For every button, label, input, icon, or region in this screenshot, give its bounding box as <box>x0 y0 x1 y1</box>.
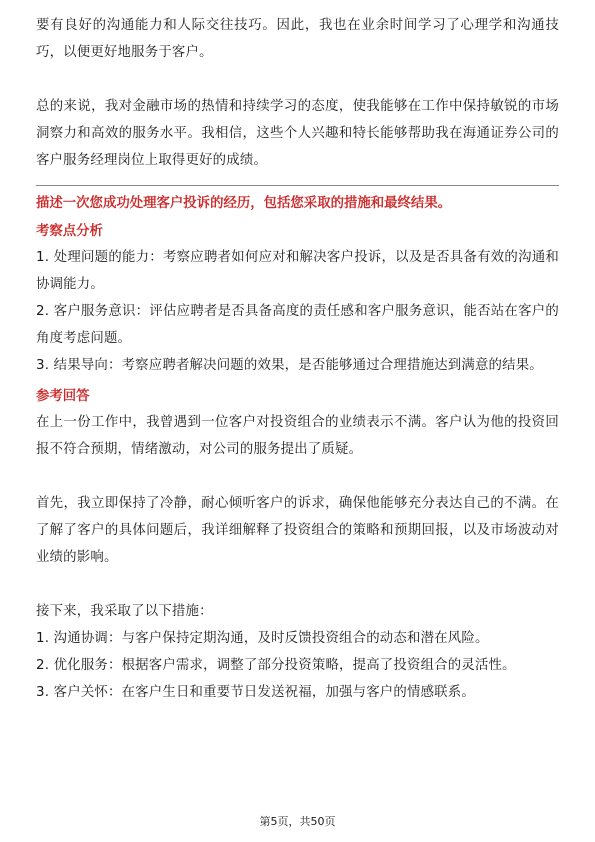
measure-item-3: 3. 客户关怀：在客户生日和重要节日发送祝福，加强与客户的情感联系。 <box>36 685 475 700</box>
analysis-item-1: 1. 处理问题的能力：考察应聘者如何应对和解决客户投诉，以及是否具备有效的沟通和协调能力。 <box>36 250 559 292</box>
answer-paragraph-2: 首先，我立即保持了冷静，耐心倾听客户的诉求，确保他能够充分表达自己的不满。在了解了客户的具体问题后，我详细解释了投资组合的策略和预期回报，以及市场波动对业绩的影响。 <box>36 496 559 565</box>
question-title: 描述一次您成功处理客户投诉的经历，包括您采取的措施和最终结果。 <box>36 196 452 211</box>
section-divider <box>36 185 559 186</box>
spacer <box>36 66 559 93</box>
document-page <box>36 12 559 706</box>
analysis-item-2: 2. 客户服务意识：评估应聘者是否具备高度的责任感和客户服务意识，能否站在客户的角度考虑问题。 <box>36 304 559 346</box>
analysis-heading: 考察点分析 <box>36 224 103 239</box>
answer-paragraph-3: 接下来，我采取了以下措施： <box>36 604 213 619</box>
measure-item-2: 2. 优化服务：根据客户需求，调整了部分投资策略，提高了投资组合的灵活性。 <box>36 658 516 673</box>
intro-paragraph-1: 要有良好的沟通能力和人际交往技巧。因此，我也在业余时间学习了心理学和沟通技巧，以便更好地服务于客户。 <box>36 18 559 60</box>
intro-paragraph-2: 总的来说，我对金融市场的热情和持续学习的态度，使我能够在工作中保持敏锐的市场洞察力和高效的服务水平。我相信，这些个人兴趣和特长能够帮助我在海通证券公司的客户服务经理岗位上取得更好的成绩。 <box>36 99 559 168</box>
spacer <box>36 571 559 598</box>
measure-item-1: 1. 沟通协调：与客户保持定期沟通，及时反馈投资组合的动态和潜在风险。 <box>36 631 489 646</box>
answer-heading: 参考回答 <box>36 389 90 404</box>
spacer <box>36 463 559 490</box>
answer-paragraph-1: 在上一份工作中，我曾遇到一位客户对投资组合的业绩表示不满。客户认为他的投资回报不符合预期，情绪激动，对公司的服务提出了质疑。 <box>36 415 559 457</box>
analysis-item-3: 3. 结果导向：考察应聘者解决问题的效果，是否能够通过合理措施达到满意的结果。 <box>36 358 543 373</box>
page-number: 第5页，共50页 <box>259 815 336 828</box>
